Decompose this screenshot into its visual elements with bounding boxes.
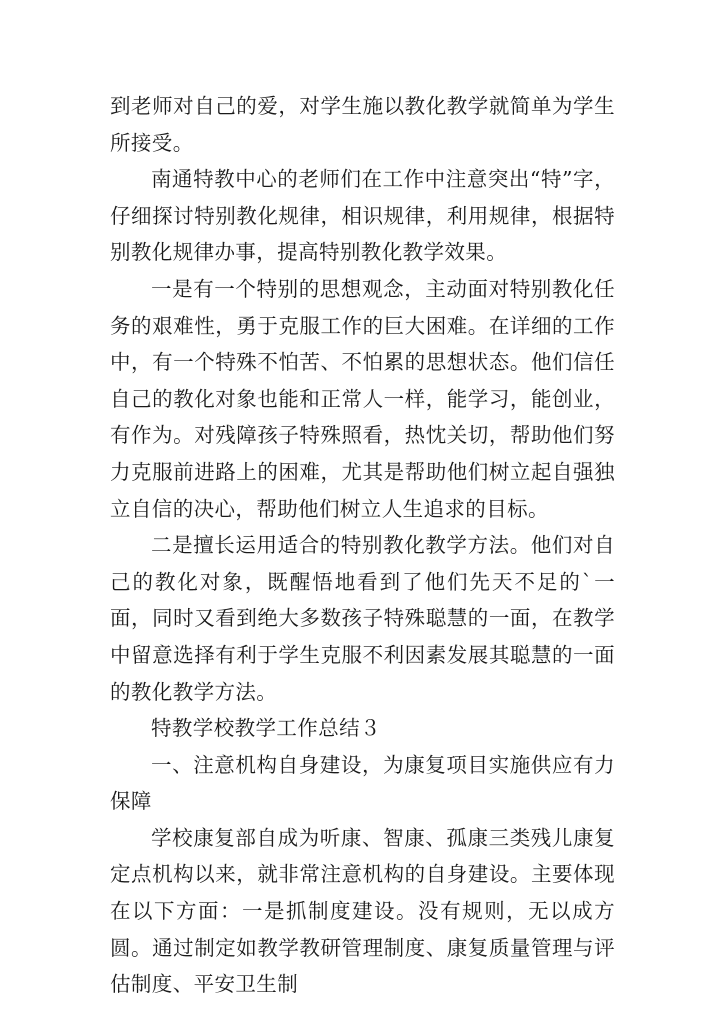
document-body — [110, 88, 615, 1003]
paragraph-continuation: 到老师对自己的爱，对学生施以教化教学就简单为学生所接受。 — [110, 94, 615, 155]
section-subheading: 一、注意机构自身建设，为康复项目实施供应有力保障 — [110, 752, 615, 814]
paragraph-point-one: 一是有一个特别的思想观念，主动面对特别教化任务的艰难性，勇于克服工作的巨大困难。在详细的工作中，有一个特殊不怕苦、不怕累的思想状态。他们信任自己的教化对象也能和正常人一样，能学习，能创业，有作为。对残障孩子特殊照看，热忱关切，帮助他们努力克服前进路上的困难，尤其是帮助他们树立起自强独立自信的决心，帮助他们树立人生追求的目标。 — [110, 276, 615, 521]
paragraph-nantong: 南通特教中心的老师们在工作中注意突出“特”字，仔细探讨特别教化规律，相识规律，利用规律，根据特别教化规律办事，提高特别教化教学效果。 — [110, 167, 615, 265]
paragraph-point-two: 二是擅长运用适合的特别教化教学方法。他们对自己的教化对象，既醒悟地看到了他们先天不足的`一面，同时又看到绝大多数孩子特殊聪慧的一面，在教学中留意选择有利于学生克服不利因素发展其聪慧的一面的教化教学方法。 — [110, 533, 615, 704]
section-body: 学校康复部自成为听康、智康、孤康三类残儿康复定点机构以来，就非常注意机构的自身建设。主要体现在以下方面：一是抓制度建设。没有规则，无以成方圆。通过制定如教学教研管理制度、康复质量管理与评估制度、平安卫生制 — [110, 825, 615, 997]
section-title: 特教学校教学工作总结３ — [151, 716, 381, 741]
